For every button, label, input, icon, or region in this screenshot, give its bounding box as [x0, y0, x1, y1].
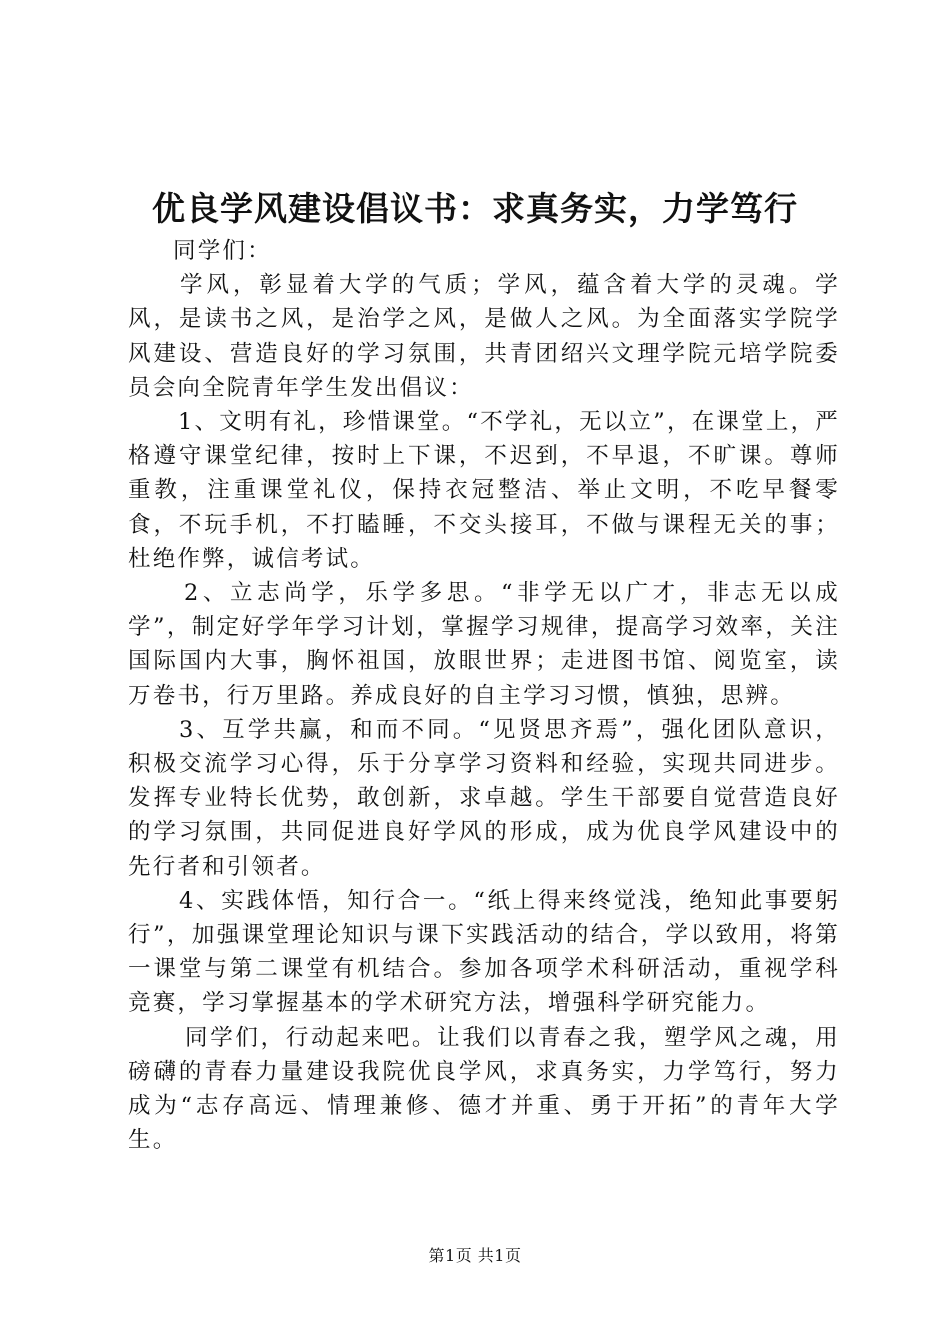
closing-paragraph: 同学们，行动起来吧。让我们以青春之我，塑学风之魂，用磅礴的青春力量建设我院优良学风，求真务实，力学笃行，努力成为“志存高远、情理兼修、德才并重、勇于开拓”的青年大学生。 [128, 1024, 840, 1154]
proposal-item-2: 2、立志尚学，乐学多思。“非学无以广才，非志无以成学”，制定好学年学习计划，掌握学习规律，提高学习效率，关注国际国内大事，胸怀祖国，放眼世界；走进图书馆、阅览室，读万卷书，行万里路。养成良好的自主学习习惯，慎独，思辨。 [128, 580, 840, 709]
document-title: 优良学风建设倡议书：求真务实，力学笃行 [152, 189, 798, 228]
page-number: 第1页 共1页 [428, 1246, 522, 1265]
proposal-item-1: 1、文明有礼，珍惜课堂。“不学礼，无以立”，在课堂上，严格遵守课堂纪律，按时上下课，不迟到，不早退，不旷课。尊师重教，注重课堂礼仪，保持衣冠整洁、举止文明，不吃早餐零食，不玩手机，不打瞌睡，不交头接耳，不做与课程无关的事；杜绝作弊，诚信考试。 [128, 409, 840, 572]
proposal-item-3: 3、互学共赢，和而不同。“见贤思齐焉”，强化团队意识，积极交流学习心得，乐于分享学习资料和经验，实现共同进步。发挥专业特长优势，敢创新，求卓越。学生干部要自觉营造良好的学习氛围，共同促进良好学风的形成，成为优良学风建设中的先行者和引领者。 [128, 716, 840, 880]
intro-paragraph: 学风，彰显着大学的气质；学风，蕴含着大学的灵魂。学风，是读书之风，是治学之风，是做人之风。为全面落实学院学风建设、营造良好的学习氛围，共青团绍兴文理学院元培学院委员会向全院青年学生发出倡议： [128, 272, 840, 401]
document-body [128, 234, 840, 1157]
proposal-item-4: 4、实践体悟，知行合一。“纸上得来终觉浅，绝知此事要躬行”，加强课堂理论知识与课下实践活动的结合，学以致用，将第一课堂与第二课堂有机结合。参加各项学术科研活动，重视学科竞赛，学习掌握基本的学术研究方法，增强科学研究能力。 [128, 887, 840, 1017]
greeting: 同学们： [173, 238, 272, 264]
